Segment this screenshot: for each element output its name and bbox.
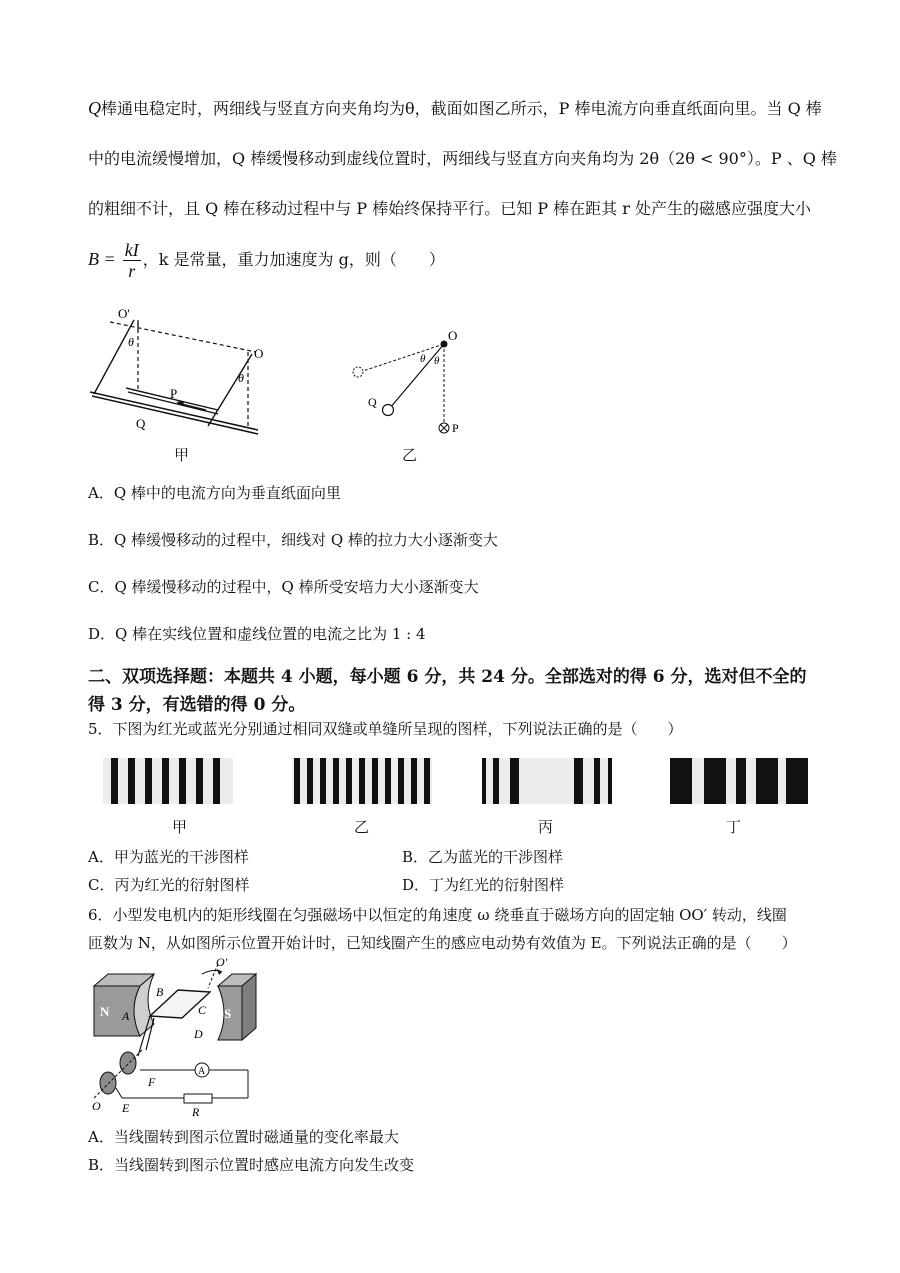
label-o-prime: O': [118, 306, 130, 321]
q5-option-a: A．甲为蓝光的干涉图样: [88, 848, 249, 866]
figure-jia: [88, 300, 278, 460]
q5-caption-bing: 丙: [538, 818, 554, 836]
q5-caption-yi: 乙: [354, 818, 370, 836]
label-yi-p: P: [452, 421, 459, 435]
label-q: Q: [136, 416, 146, 431]
section-2-heading-2: 得 3 分，有选错的得 0 分。: [88, 695, 306, 715]
q4-line-4: B = $\frac{kI}{r}$ ，k 是常量，重力加速度为 g，则（ ）: [88, 240, 445, 281]
gen-label-ammeter: A: [198, 1066, 206, 1077]
gen-label-f: F: [148, 1075, 156, 1089]
q4-option-b: B．Q 棒缓慢移动的过程中，细线对 Q 棒的拉力大小逐渐变大: [88, 531, 498, 549]
pattern-jia: [103, 758, 233, 804]
gen-label-s: S: [224, 1006, 232, 1021]
formula-fraction: $\frac{kI}{r}$: [124, 240, 139, 281]
gen-label-n: N: [100, 1004, 110, 1019]
gen-label-c: C: [198, 1003, 207, 1017]
caption-jia: 甲: [174, 446, 190, 464]
label-theta-1: θ: [128, 335, 134, 349]
q5-option-b: B．乙为蓝光的干涉图样: [402, 848, 564, 866]
gen-label-b: B: [156, 985, 164, 999]
q4-option-c: C．Q 棒缓慢移动的过程中，Q 棒所受安培力大小逐渐变大: [88, 578, 479, 596]
label-yi-o: O: [448, 328, 458, 343]
label-theta-2: θ: [238, 371, 244, 385]
q4-line-1: Q棒通电稳定时，两细线与竖直方向夹角均为θ，截面如图乙所示，P 棒电流方向垂直纸面向里。当 Q 棒: [88, 98, 822, 118]
q5-option-c: C．丙为红光的衍射图样: [88, 876, 250, 894]
q6-line-1: 6．小型发电机内的矩形线圈在匀强磁场中以恒定的角速度 ω 绕垂直于磁场方向的固定轴 OO′ 转动，线圈: [88, 906, 787, 924]
q4-line-2: 中的电流缓慢增加，Q 棒缓慢移动到虚线位置时，两细线与竖直方向夹角均为 2θ（2θ < 90°）。P 、Q 棒: [88, 149, 837, 168]
pattern-bing: [482, 758, 612, 804]
q4-option-a: A．Q 棒中的电流方向为垂直纸面向里: [88, 484, 341, 502]
section-2-heading-1: 二、双项选择题：本题共 4 小题，每小题 6 分，共 24 分。全部选对的得 6 分，选对但不全的: [88, 667, 807, 687]
q6-line-2: 匝数为 N，从如图所示位置开始计时，已知线圈产生的感应电动势有效值为 E。下列说法正确的是（ ）: [88, 934, 797, 952]
label-yi-theta-2: θ: [434, 355, 440, 367]
gen-label-r: R: [192, 1105, 200, 1119]
label-yi-q: Q: [368, 395, 377, 409]
q6-option-a: A．当线圈转到图示位置时磁通量的变化率最大: [88, 1128, 399, 1146]
figure-yi: [350, 322, 490, 442]
generator-figure: [88, 955, 268, 1119]
gen-label-a: A: [122, 1009, 130, 1023]
pattern-yi: [292, 758, 432, 804]
q5-caption-ding: 丁: [726, 818, 742, 836]
q5-caption-jia: 甲: [172, 818, 188, 836]
pattern-ding: [670, 758, 808, 804]
q5-stem: 5．下图为红光或蓝光分别通过相同双缝或单缝所呈现的图样，下列说法正确的是（ ）: [88, 720, 683, 738]
caption-yi: 乙: [402, 446, 418, 464]
q4-option-d: D．Q 棒在实线位置和虚线位置的电流之比为 1 : 4: [88, 625, 426, 643]
gen-label-d: D: [194, 1027, 203, 1041]
label-o: O: [254, 346, 264, 361]
q5-option-d: D．丁为红光的衍射图样: [402, 876, 565, 894]
q-symbol: Q: [88, 98, 101, 118]
q4-line-3: 的粗细不计，且 Q 棒在移动过程中与 P 棒始终保持平行。已知 P 棒在距其 r 处产生的磁感应强度大小: [88, 199, 811, 218]
label-yi-theta-1: θ: [420, 353, 426, 365]
gen-label-o: O: [92, 1099, 101, 1113]
label-p: P: [170, 386, 178, 401]
gen-label-e: E: [122, 1101, 130, 1115]
gen-label-o-prime: O': [216, 955, 228, 969]
q6-option-b: B．当线圈转到图示位置时感应电流方向发生改变: [88, 1156, 415, 1174]
